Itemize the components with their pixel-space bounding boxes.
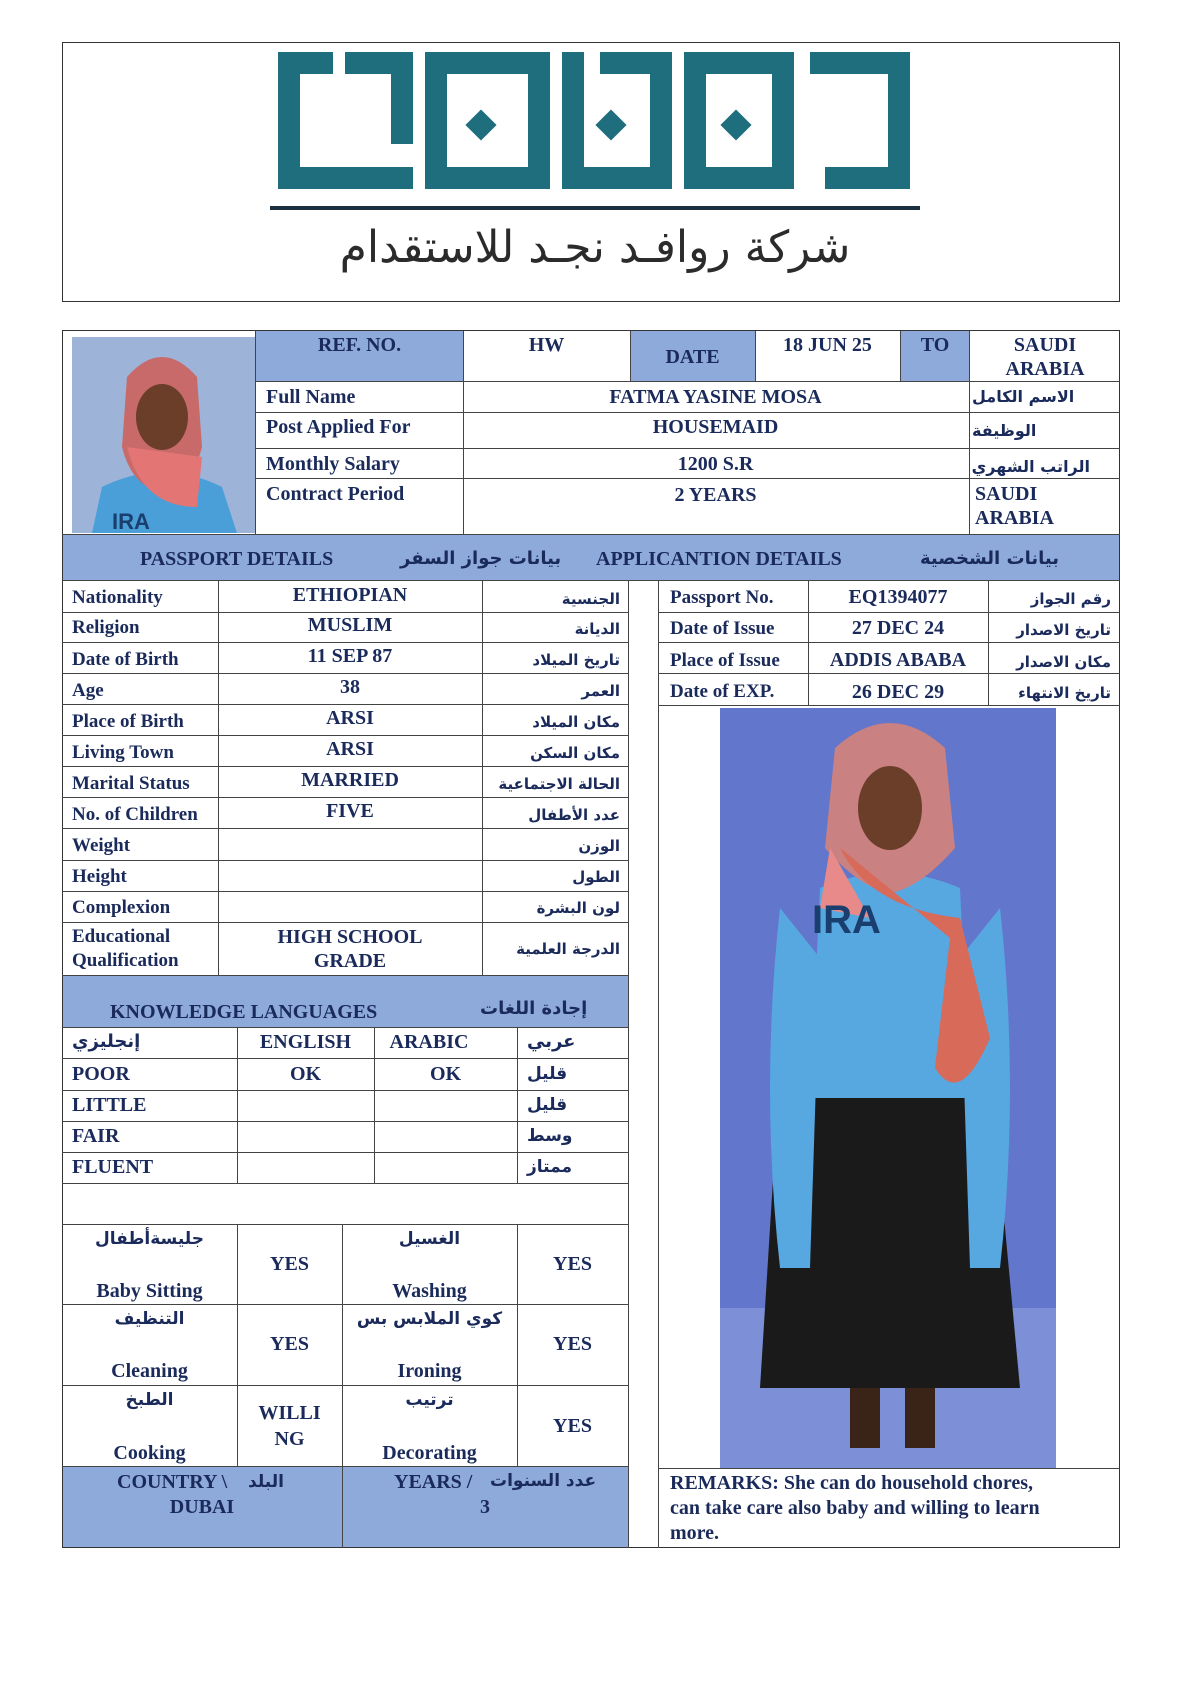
- nationality-label-ar: الجنسية: [561, 590, 620, 608]
- lang-header-english-ar: إنجليزي: [72, 1031, 141, 1052]
- passport-details-heading: PASSPORT DETAILS: [140, 548, 334, 570]
- company-name-arabic: شركة روافـد نجـد للاستقدام: [339, 222, 851, 273]
- skill-ironing: Ironing: [397, 1360, 462, 1382]
- lang-level-fluent: FLUENT: [72, 1156, 154, 1178]
- education-value-line1: HIGH SCHOOL: [277, 926, 423, 948]
- education-label-line1: Educational: [72, 926, 171, 947]
- passport-no-label-ar: رقم الجواز: [1030, 590, 1111, 608]
- lang-level-poor: POOR: [72, 1063, 130, 1085]
- weight-label: Weight: [72, 835, 131, 856]
- expiry-date-label-ar: تاريخ الانتهاء: [1018, 684, 1111, 702]
- applicant-photo-small: [72, 337, 255, 533]
- place-of-birth-value: ARSI: [326, 707, 374, 729]
- living-town-value: ARSI: [326, 738, 374, 760]
- issue-place-label-ar: مكان الاصدار: [1016, 653, 1111, 671]
- marital-status-value: MARRIED: [301, 769, 399, 791]
- salary-value: 1200 S.R: [677, 453, 754, 475]
- dob-value: 11 SEP 87: [307, 645, 393, 667]
- issue-place-label: Place of Issue: [670, 650, 780, 671]
- skill-cooking-ar: الطبخ: [125, 1390, 174, 1410]
- country-label-ar: البلد: [248, 1472, 284, 1492]
- full-name-label-ar: الاسم الكامل: [972, 387, 1075, 406]
- skill-babysitting-value: YES: [270, 1253, 309, 1275]
- lang-poor-english: OK: [289, 1063, 322, 1085]
- contract-value: 2 YEARS: [674, 484, 757, 506]
- issue-date-value: 27 DEC 24: [851, 617, 945, 639]
- lang-level-little: LITTLE: [72, 1094, 147, 1116]
- remarks-line2: can take care also baby and willing to learn: [670, 1497, 1040, 1519]
- date-value: 18 JUN 25: [783, 334, 872, 356]
- dob-label-ar: تاريخ الميلاد: [532, 651, 620, 669]
- passport-no-value: EQ1394077: [848, 586, 948, 608]
- lang-level-little-ar: قليل: [527, 1095, 568, 1115]
- education-label-line2: Qualification: [72, 950, 179, 971]
- skill-cooking-value-line2: NG: [274, 1428, 305, 1450]
- skill-washing-value: YES: [553, 1253, 592, 1275]
- expiry-date-value: 26 DEC 29: [851, 681, 945, 703]
- contract-country-line1: SAUDI: [975, 483, 1038, 505]
- expiry-date-label: Date of EXP.: [670, 681, 775, 702]
- place-of-birth-label-ar: مكان الميلاد: [532, 713, 620, 731]
- complexion-label: Complexion: [72, 897, 171, 918]
- contract-label: Contract Period: [266, 483, 405, 505]
- country-label: COUNTRY \: [117, 1471, 228, 1493]
- issue-date-label: Date of Issue: [670, 618, 775, 639]
- lang-poor-arabic: OK: [429, 1063, 462, 1085]
- skill-babysitting-ar: جليسةأطفال: [95, 1229, 204, 1249]
- lang-level-fair: FAIR: [72, 1125, 120, 1147]
- lang-header-arabic-ar: عربي: [527, 1031, 576, 1052]
- applicant-photo-full: [720, 708, 1056, 1468]
- skill-cooking-value-line1: WILLI: [258, 1402, 321, 1424]
- children-value: FIVE: [326, 800, 374, 822]
- education-label-ar: الدرجة العلمية: [516, 940, 620, 958]
- passport-details-heading-ar: بيانات جواز السفر: [400, 548, 562, 569]
- age-label: Age: [72, 680, 104, 701]
- marital-status-label-ar: الحالة الاجتماعية: [498, 775, 620, 793]
- application-details-heading-ar: بيانات الشخصية: [920, 548, 1059, 569]
- issue-place-value: ADDIS ABABA: [829, 649, 967, 671]
- remarks-line1: REMARKS: She can do household chores,: [670, 1472, 1034, 1494]
- skill-babysitting: Baby Sitting: [96, 1280, 203, 1302]
- religion-value: MUSLIM: [307, 614, 393, 636]
- religion-label-ar: الديانة: [574, 620, 620, 638]
- issue-date-label-ar: تاريخ الاصدار: [1016, 621, 1111, 639]
- height-label: Height: [72, 866, 127, 887]
- country-value: DUBAI: [169, 1496, 235, 1518]
- years-label: YEARS /: [394, 1471, 473, 1493]
- dob-label: Date of Birth: [72, 649, 179, 670]
- nationality-value: ETHIOPIAN: [292, 584, 408, 606]
- to-value-line1: SAUDI: [1013, 334, 1077, 356]
- salary-label-ar: الراتب الشهري: [971, 457, 1090, 476]
- lang-header-english: ENGLISH: [259, 1031, 352, 1053]
- skill-cleaning-ar: التنظيف: [114, 1309, 185, 1329]
- skill-ironing-ar: كوي الملابس بس: [356, 1309, 503, 1329]
- living-town-label-ar: مكان السكن: [530, 744, 620, 762]
- full-name-value: FATMA YASINE MOSA: [609, 386, 822, 408]
- application-details-heading: APPLICANTION DETAILS: [596, 548, 842, 570]
- height-label-ar: الطول: [572, 868, 620, 886]
- nationality-label: Nationality: [72, 587, 163, 608]
- lang-level-fair-ar: وسط: [527, 1126, 573, 1146]
- post-label-ar: الوظيفة: [972, 421, 1037, 440]
- religion-label: Religion: [72, 617, 140, 638]
- remarks-line3: more.: [670, 1522, 720, 1544]
- ref-value: HW: [528, 334, 565, 356]
- skill-decorating: Decorating: [382, 1442, 477, 1464]
- skill-ironing-value: YES: [553, 1333, 592, 1355]
- lang-level-fluent-ar: ممتاز: [527, 1157, 573, 1177]
- place-of-birth-label: Place of Birth: [72, 711, 184, 732]
- skill-washing-ar: الغسيل: [398, 1229, 461, 1249]
- ref-label: REF. NO.: [317, 334, 402, 356]
- salary-label: Monthly Salary: [266, 453, 400, 475]
- living-town-label: Living Town: [72, 742, 174, 763]
- contract-country-line2: ARABIA: [975, 507, 1054, 529]
- years-value: 3: [480, 1496, 490, 1518]
- children-label-ar: عدد الأطفال: [528, 806, 620, 824]
- to-value-line2: ARABIA: [1005, 358, 1085, 380]
- years-label-ar: عدد السنوات: [490, 1471, 597, 1491]
- post-value: HOUSEMAID: [652, 416, 779, 438]
- skill-cooking: Cooking: [113, 1442, 186, 1464]
- to-label: TO: [920, 334, 950, 356]
- skill-cleaning-value: YES: [270, 1333, 309, 1355]
- languages-heading: KNOWLEDGE LANGUAGES: [110, 1001, 378, 1023]
- weight-label-ar: الوزن: [578, 837, 620, 855]
- full-name-label: Full Name: [266, 386, 356, 408]
- skill-decorating-ar: ترتيب: [405, 1390, 454, 1410]
- post-label: Post Applied For: [266, 416, 411, 438]
- lang-level-poor-ar: قليل: [527, 1064, 568, 1084]
- company-logo: [270, 44, 920, 214]
- svg-text:IRA: IRA: [112, 509, 150, 533]
- marital-status-label: Marital Status: [72, 773, 190, 794]
- languages-heading-ar: إجادة اللغات: [480, 998, 588, 1019]
- age-value: 38: [340, 676, 360, 698]
- skill-decorating-value: YES: [553, 1415, 592, 1437]
- age-label-ar: العمر: [581, 682, 620, 700]
- lang-header-arabic: ARABIC: [389, 1031, 469, 1053]
- passport-no-label: Passport No.: [670, 587, 774, 608]
- education-value-line2: GRADE: [313, 950, 387, 972]
- children-label: No. of Children: [72, 804, 198, 825]
- skill-cleaning: Cleaning: [111, 1360, 188, 1382]
- complexion-label-ar: لون البشرة: [536, 899, 620, 917]
- skill-washing: Washing: [392, 1280, 467, 1302]
- svg-text:IRA: IRA: [812, 898, 881, 942]
- date-label: DATE: [665, 346, 720, 368]
